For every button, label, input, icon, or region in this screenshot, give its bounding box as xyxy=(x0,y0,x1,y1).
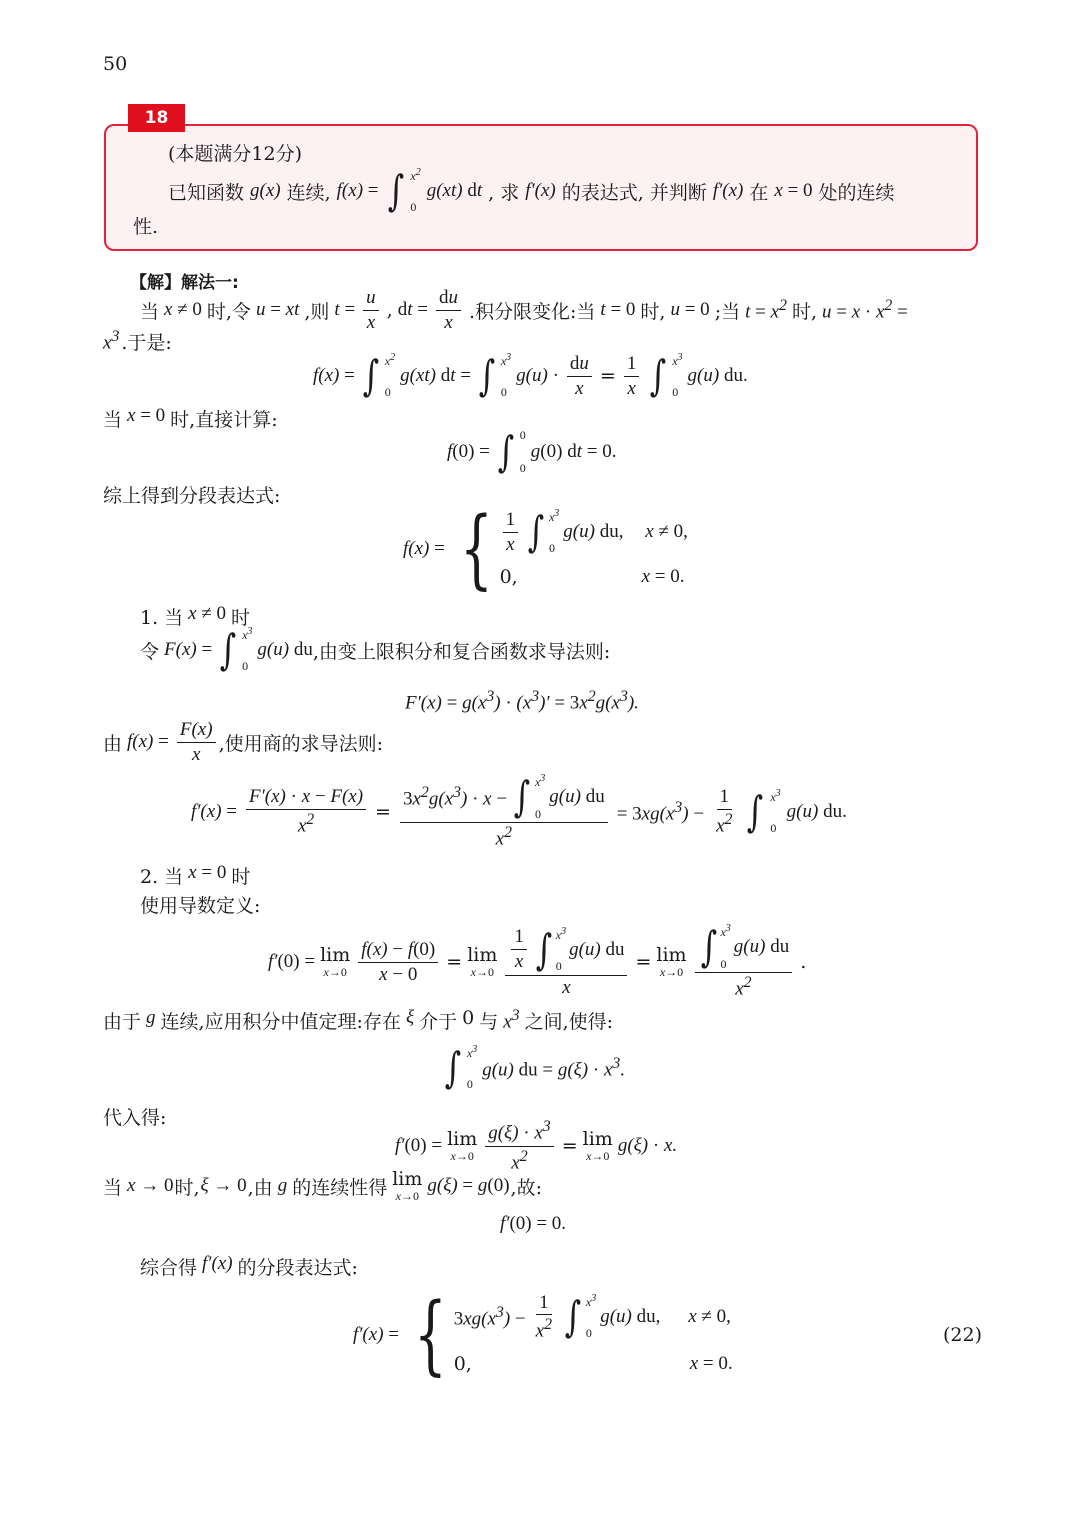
text-let: 时,令 xyxy=(206,300,251,323)
problem-stmt-expr: 的表达式, 并判断 xyxy=(561,181,707,204)
text-when-2: 当 xyxy=(103,409,123,431)
equation-substituted: f′(0) = lim x→0 $\frac{g(\xi) \cdot x^3}{x^2}$ = lim x→0 g(ξ) · x. xyxy=(395,1118,678,1173)
combine-text: 综上得到分段表达式: xyxy=(103,485,281,507)
text-mvt-3: 介于 xyxy=(419,1011,458,1033)
mvt-line: 由于 g 连续,应用积分中值定理:存在 ξ 介于 0 与 $x^3$ 之间,使得: xyxy=(103,1007,614,1033)
text-as-x-5: ,故: xyxy=(510,1176,542,1199)
text-let-F: 令 xyxy=(140,640,160,663)
solution-heading: 【解】解法一: xyxy=(130,273,239,293)
text-mvt-5: 之间,使得: xyxy=(524,1011,614,1033)
text-case2: 2. 当 xyxy=(140,866,184,888)
define-F-line: 令 F(x) = ∫ $x^3$ 0 g(u) du ,由变上限积分和复合函数求导法则: xyxy=(140,625,611,674)
case1-title: 1. 当 x ≠ 0 时 xyxy=(140,603,251,629)
equation-number: (22) xyxy=(943,1324,983,1346)
text-mvt-2: 连续,应用积分中值定理:存在 xyxy=(160,1011,401,1033)
problem-stmt-known: 已知函数 xyxy=(168,181,245,204)
text-then: ,则 xyxy=(304,300,330,323)
text-mvt-1: 由于 xyxy=(103,1011,142,1033)
problem-stmt-at: 在 xyxy=(749,181,769,204)
page-number: 50 xyxy=(103,53,128,75)
problem-stmt-cont: 连续, xyxy=(286,181,331,204)
x-zero-line: 当 x = 0 时,直接计算: xyxy=(103,405,278,431)
equation-f-prime-expanded: f′(x) = $\frac{F'(x) \cdot x - F(x)}{x^2}$ = $3x^2g(x^3) \cdot x$ − ∫ $x^3$ 0 g(u) du $x^2$ = $3xg(x^3)$ − $\frac{1}{x^2}$ ∫ $x^3$ 0 g(u) du. xyxy=(191,772,847,850)
equation-piecewise-f: f(x) = { $\frac{1}{x}$ ∫ $x^3$ 0 g(u) du, x ≠ 0, 0, x = 0. xyxy=(403,499,688,599)
summary-line: 综合得 f′(x) 的分段表达式: xyxy=(140,1253,358,1279)
text-summary: 综合得 xyxy=(140,1257,198,1279)
text-mvt-4: 与 xyxy=(479,1011,499,1033)
problem-stmt-ask: , 求 xyxy=(488,181,520,204)
problem-score: (本题满分12分) xyxy=(168,143,303,165)
substitution-line: 当 x ≠ 0 时,令 u = xt ,则 t = $\frac{u}{x}$ , dt = $\frac{du}{x}$ .积分限变化:当 t = 0 时, u = 0 ;当 $t = x^2$ 时, $u = x \cdot x^2$ = xyxy=(140,286,908,333)
equation-f0: f(0) = ∫ 0 0 g(0) dt = 0. xyxy=(447,427,617,476)
text-by-f: 由 xyxy=(103,732,123,755)
text-as-x-3: ,由 xyxy=(247,1176,273,1199)
equation-piecewise-f-prime: f′(x) = { $3xg(x^3)$ − $\frac{1}{x^2}$ ∫ $x^3$ 0 g(u) du, x ≠ 0, 0, x = 0. xyxy=(353,1285,733,1385)
equation-F-prime: $F'(x) = g(x^3) \cdot (x^3)' = 3x^2g(x^3)$. xyxy=(405,688,639,714)
yushi-line: $x^3$ .于是: xyxy=(103,328,172,354)
case2-title: 2. 当 x = 0 时 xyxy=(140,862,251,888)
problem-statement-line2: 性. xyxy=(133,216,159,238)
equation-mvt: ∫ $x^3$ 0 g(u) du = $g(\xi) \cdot x^3$. xyxy=(444,1043,626,1092)
equation-f-prime-zero-result: f′(0) = 0. xyxy=(500,1213,567,1234)
continuity-line: 当 x → 0 时, ξ → 0 ,由 g 的连续性得 lim x→0 g(ξ) = g(0) ,故: xyxy=(103,1167,542,1203)
text-case2-shi: 时 xyxy=(231,866,251,888)
problem-statement-line1: 已知函数 g(x) 连续, f(x) = ∫ $x^2$ 0 g(xt) dt , 求 f′(x) 的表达式, 并判断 f′(x) 在 x = 0 处的连续 xyxy=(168,166,895,215)
equation-fx-transform: f(x) = ∫ $x^2$ 0 g(xt) dt = ∫ $x^3$ 0 g(u) · $\frac{du}{x}$ = $\frac{1}{x}$ ∫ $x^3$ 0 g(u) du. xyxy=(313,351,748,400)
problem-number-badge: 18 xyxy=(128,104,185,132)
text-as-x-2: 时, xyxy=(174,1176,200,1199)
text-when: 当 xyxy=(140,300,160,323)
substitute-text: 代入得: xyxy=(103,1107,167,1129)
text-summary-2: 的分段表达式: xyxy=(237,1257,358,1279)
text-case1: 1. 当 xyxy=(140,607,184,629)
problem-stmt-end: 处的连续 xyxy=(818,181,895,204)
use-definition-text: 使用导数定义: xyxy=(140,895,261,917)
text-quotient: ,使用商的求导法则: xyxy=(218,732,384,755)
text-as-x-4: 的连续性得 xyxy=(292,1176,388,1199)
text-shi: 时, xyxy=(640,300,666,323)
text-shi-2: 时, xyxy=(791,300,817,323)
equation-f-prime-zero-limit: f′(0) = lim x→0 $\frac{f(x) - f(0)}{x - 0}$ = lim x→0 $\frac{1}{x}$ ∫ $x^3$ 0 g(u) du x = lim x→0 ∫ $x^3$ 0 g(u) du $x^2$ . xyxy=(268,922,807,1000)
text-limits: .积分限变化:当 xyxy=(468,300,596,323)
text-yushi: .于是: xyxy=(121,332,172,354)
text-rule1: ,由变上限积分和复合函数求导法则: xyxy=(312,640,611,663)
text-semicolon-when: ;当 xyxy=(714,300,741,323)
text-case1-shi: 时 xyxy=(231,607,251,629)
text-direct: 时,直接计算: xyxy=(170,409,278,431)
text-as-x-1: 当 xyxy=(103,1176,123,1199)
quotient-line: 由 f(x) = $\frac{F(x)}{x}$ ,使用商的求导法则: xyxy=(103,718,384,765)
